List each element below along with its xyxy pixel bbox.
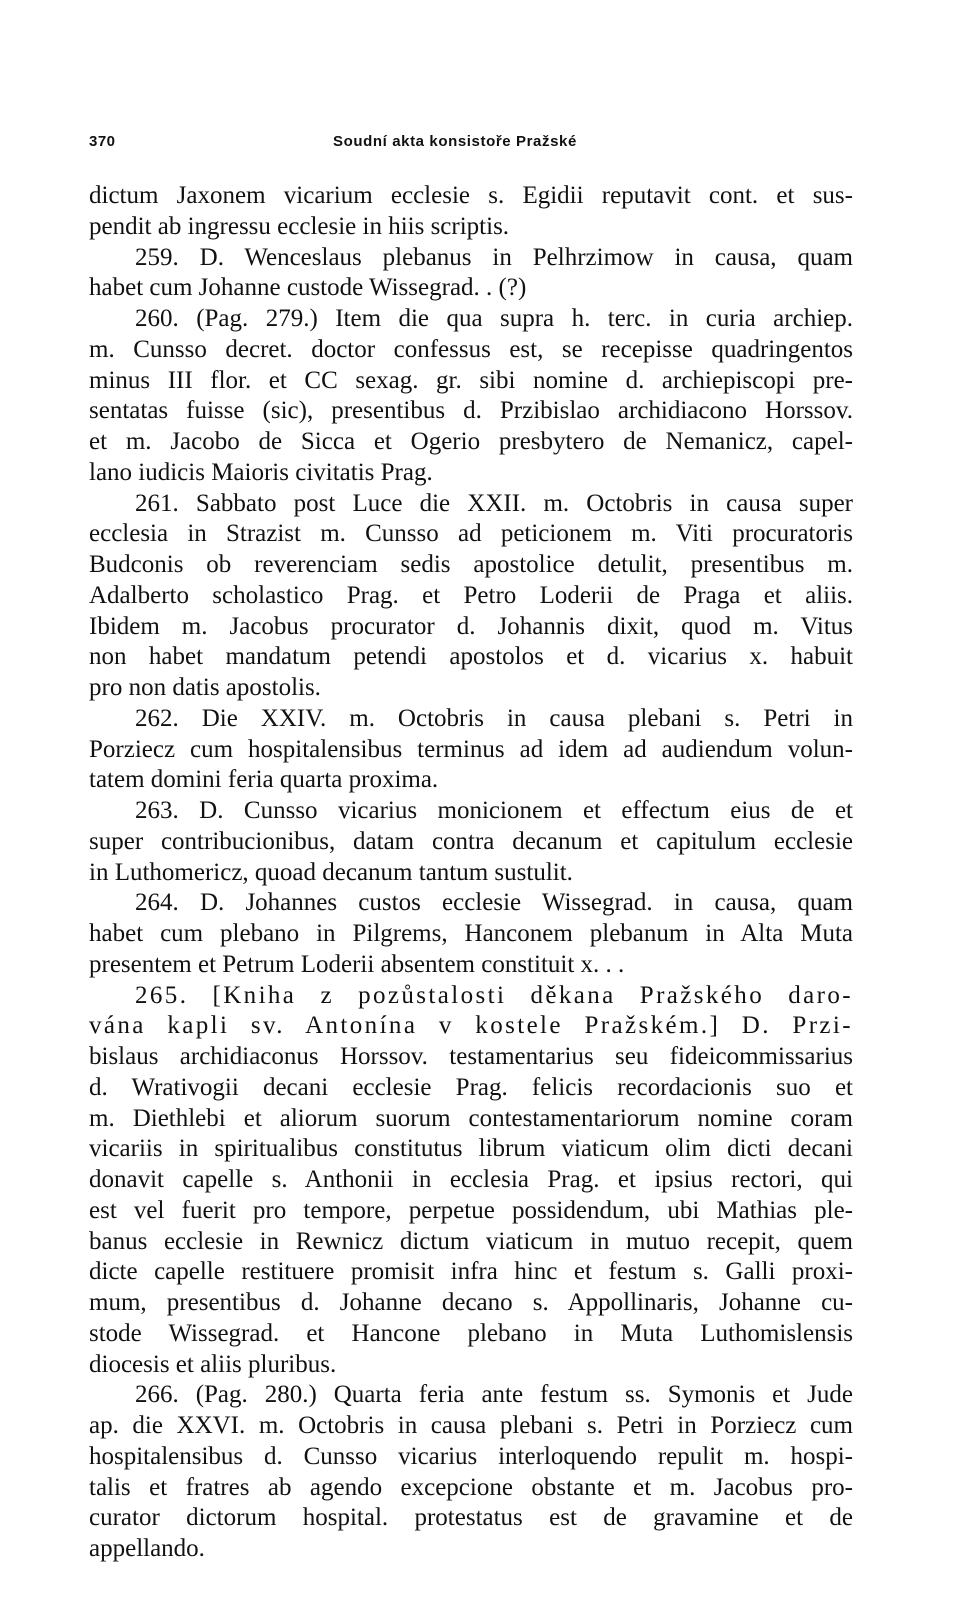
text-line: hospitalensibus d. Cunsso vicarius interloquendo repulit m. hospi- [89,1442,853,1470]
text-line: 262. Die XXIV. m. Octobris in causa plebani s. Petri in [135,704,853,732]
text-line: d. Wrativogii decani ecclesie Prag. felicis recordacionis suo et [89,1073,853,1101]
text-line: Budconis ob reverenciam sedis apostolice detulit, presentibus m. [89,551,853,578]
page-header [89,133,853,159]
text-line: Porziecz cum hospitalensibus terminus ad idem ad audiendum volun- [89,735,853,763]
text-line: 260. (Pag. 279.) Item die qua supra h. terc. in curia archiep. [135,305,853,332]
text-line: minus III flor. et CC sexag. gr. sibi nomine d. archiepiscopi pre- [89,366,853,394]
text-line: in Luthomericz, quoad decanum tantum sustulit. [89,858,573,886]
text-line: ecclesia in Strazist m. Cunsso ad peticionem m. Viti procuratoris [89,520,853,548]
text-line: 265. [Kniha z pozůstalosti děkana Pražského daro- [135,981,853,1009]
text-line: stode Wissegrad. et Hancone plebano in Muta Luthomislensis [89,1319,853,1347]
text-line: m. Cunsso decret. doctor confessus est, se recepisse quadringentos [89,335,853,363]
text-line: tatem domini feria quarta proxima. [89,766,439,794]
text-line: est vel fuerit pro tempore, perpetue possidendum, ubi Mathias ple- [89,1196,853,1224]
text-line: ap. die XXVI. m. Octobris in causa plebani s. Petri in Porziecz cum [89,1412,853,1439]
text-line: vicariis in spiritualibus constitutus librum viaticum olim dicti decani [89,1135,853,1163]
text-line: presentem et Petrum Loderii absentem constituit x. . . [89,950,625,978]
text-line: 261. Sabbato post Luce die XXII. m. Octobris in causa super [135,489,853,517]
text-line: appellando. [89,1535,205,1562]
text-line: pro non datis apostolis. [89,674,321,701]
text-line: habet cum plebano in Pilgrems, Hanconem plebanum in Alta Muta [89,920,853,947]
running-title: Soudní akta konsistoře Pražské [333,133,577,150]
page-number: 370 [89,133,116,150]
text-line: Ibidem m. Jacobus procurator d. Johannis dixit, quod m. Vitus [89,612,853,640]
text-line: lano iudicis Maioris civitatis Prag. [89,458,433,486]
text-line: Adalberto scholastico Prag. et Petro Loderii de Praga et aliis. [89,581,853,609]
text-line: 266. (Pag. 280.) Quarta feria ante festum ss. Symonis et Jude [135,1381,853,1409]
text-line: dicte capelle restituere promisit infra hinc et festum s. Galli proxi- [89,1258,853,1286]
text-line: curator dictorum hospital. protestatus est de gravamine et de [89,1504,853,1532]
body-text [89,181,853,1565]
text-line: 263. D. Cunsso vicarius monicionem et effectum eius de et [135,797,853,824]
text-line: donavit capelle s. Anthonii in ecclesia Prag. et ipsius rectori, qui [89,1166,853,1193]
text-line: banus ecclesie in Rewnicz dictum viaticum in mutuo recepit, quem [89,1227,853,1255]
text-line: habet cum Johanne custode Wissegrad. . (?) [89,274,527,302]
text-line: vána kapli sv. Antonína v kostele Pražském.] D. Przi- [89,1012,853,1040]
text-line: mum, presentibus d. Johanne decano s. Appollinaris, Johanne cu- [89,1289,853,1316]
text-line: super contribucionibus, datam contra decanum et capitulum ecclesie [89,827,853,855]
text-line: dictum Jaxonem vicarium ecclesie s. Egidii reputavit cont. et sus- [89,182,853,209]
text-line: m. Diethlebi et aliorum suorum contestamentariorum nomine coram [89,1104,853,1132]
text-line: non habet mandatum petendi apostolos et d. vicarius x. habuit [89,643,853,671]
text-line: et m. Jacobo de Sicca et Ogerio presbytero de Nemanicz, capel- [89,428,853,455]
text-line: 259. D. Wenceslaus plebanus in Pelhrzimow in causa, quam [135,243,853,271]
text-line: bislaus archidiaconus Horssov. testamentarius seu fideicommissarius [89,1043,853,1070]
text-line: sentatas fuisse (sic), presentibus d. Przibislao archidiacono Horssov. [89,397,853,425]
text-line: 264. D. Johannes custos ecclesie Wissegrad. in causa, quam [135,889,853,917]
text-line: diocesis et aliis pluribus. [89,1350,337,1378]
text-line: pendit ab ingressu ecclesie in hiis scriptis. [89,212,510,240]
text-line: talis et fratres ab agendo excepcione obstante et m. Jacobus pro- [89,1473,853,1501]
